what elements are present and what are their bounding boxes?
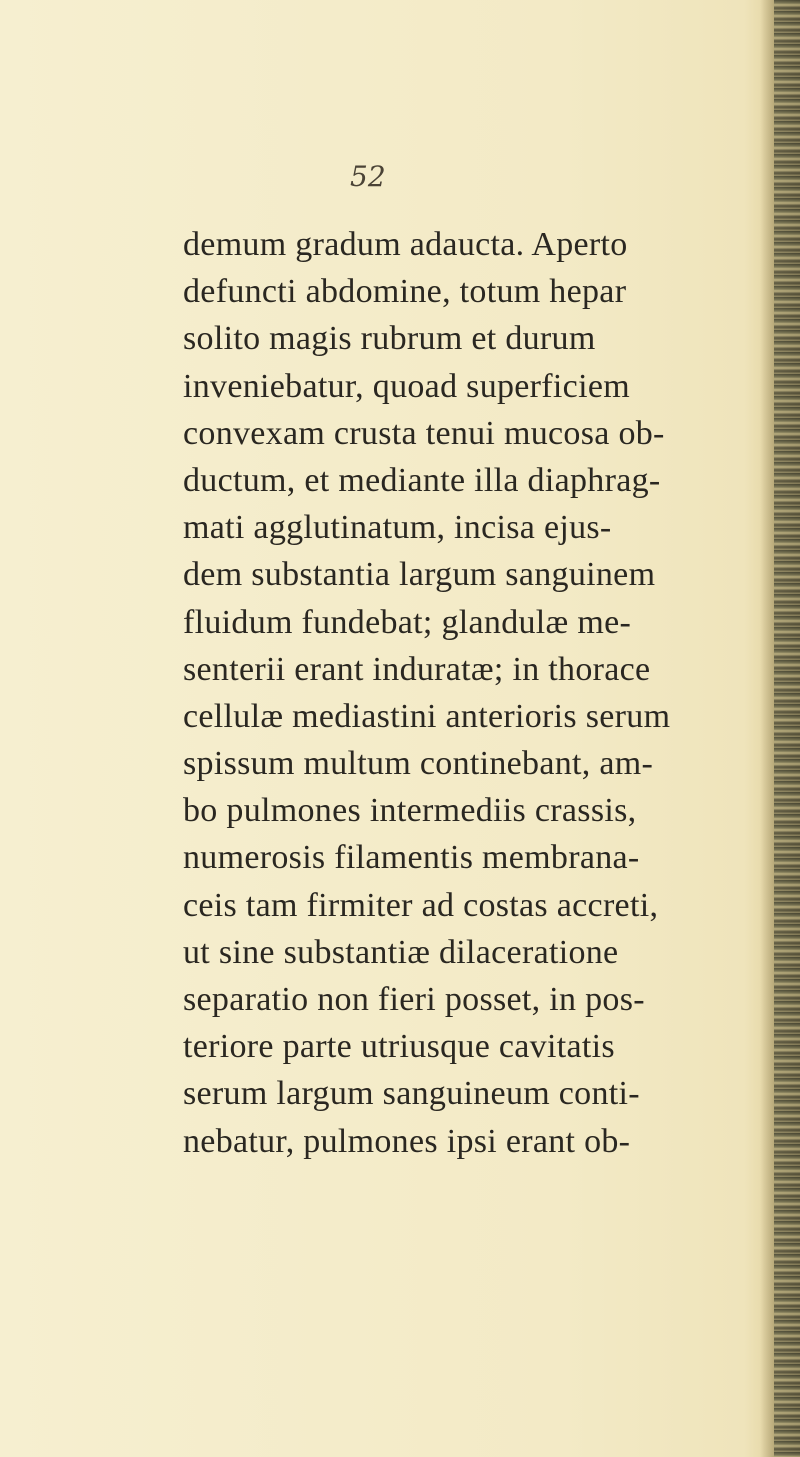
text-line: fluidum fundebat; glandulæ me- [183, 603, 632, 641]
text-line: dem substantia largum sanguinem [183, 556, 656, 594]
text-line: separatio non fieri posset, in pos- [183, 981, 645, 1018]
text-line: cellulæ mediastini anterioris serum [183, 697, 671, 735]
text-line: nebatur, pulmones ipsi erant ob- [183, 1122, 631, 1160]
text-line: demum gradum adaucta. Aperto [183, 226, 628, 263]
text-line: ceis tam firmiter ad costas accreti, [183, 886, 659, 924]
page-number: 52 [350, 160, 386, 193]
text-line: bo pulmones intermediis crassis, [183, 792, 637, 830]
body-text [183, 221, 783, 1165]
text-line: teriore parte utriusque cavitatis [183, 1028, 615, 1066]
text-line: ut sine substantiæ dilaceratione [183, 933, 619, 971]
text-line: ductum, et mediante illa diaphrag- [183, 461, 661, 499]
text-line: serum largum sanguineum conti- [183, 1075, 640, 1113]
text-line: senterii erant induratæ; in thorace [183, 650, 651, 688]
text-line: convexam crusta tenui mucosa ob- [183, 414, 665, 452]
text-line: mati agglutinatum, incisa ejus- [183, 509, 612, 547]
text-line: spissum multum continebant, am- [183, 745, 654, 783]
text-line: defuncti abdomine, totum hepar [183, 273, 627, 311]
text-line: inveniebatur, quoad superficiem [183, 367, 630, 405]
text-line: solito magis rubrum et durum [183, 320, 596, 358]
text-line: numerosis filamentis membrana- [183, 839, 640, 877]
